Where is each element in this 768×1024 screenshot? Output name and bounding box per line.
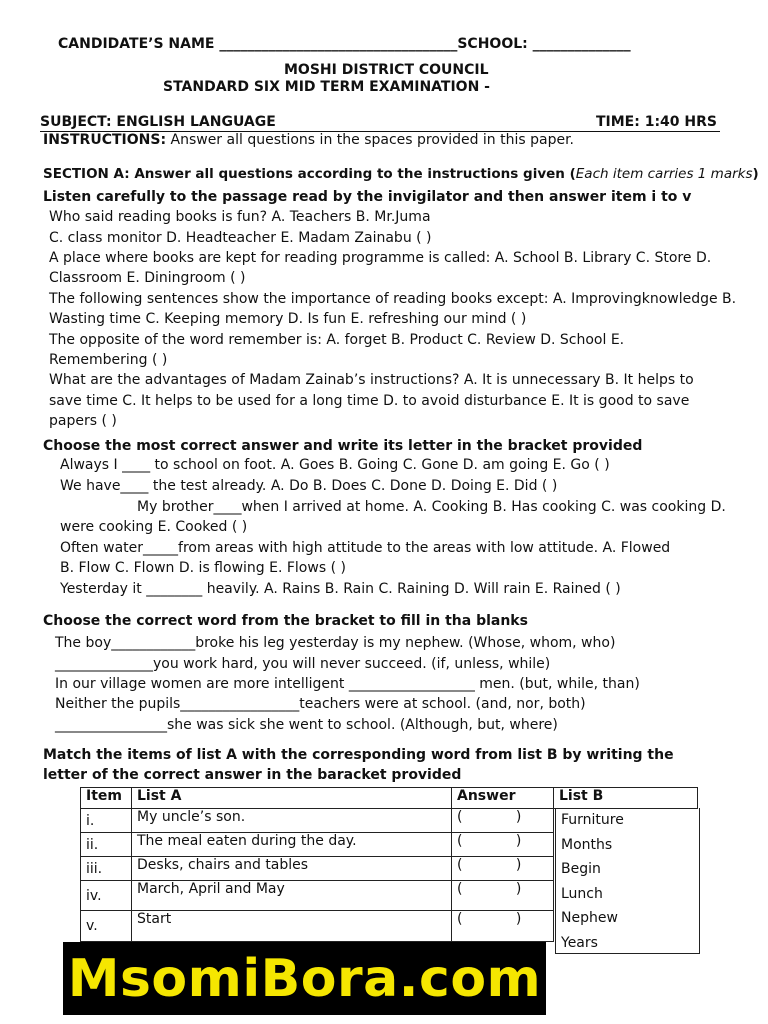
list-b-item: Nephew <box>561 910 618 926</box>
council-title: MOSHI DISTRICT COUNCIL <box>284 62 489 78</box>
row-list-a: Start <box>132 911 452 942</box>
instructions <box>43 132 574 148</box>
part1-item-5a: What are the advantages of Madam Zainab’s instructions? A. It is unnecessary B. It helps to <box>49 372 694 388</box>
row-list-a: My uncle’s son. <box>132 809 452 833</box>
part2-item-1: Always I ____ to school on foot. A. Goes B. Going C. Gone D. am going E. Go ( ) <box>60 457 610 473</box>
section-a-title <box>43 166 759 182</box>
part1-item-1a: Who said reading books is fun? A. Teachers B. Mr.Juma <box>49 209 431 225</box>
part2-heading: Choose the most correct answer and write its letter in the bracket provided <box>43 438 643 454</box>
row-item-number: iii. <box>81 857 132 881</box>
list-b-column <box>555 808 700 954</box>
part3-item-2: ______________you work hard, you will never succeed. (if, unless, while) <box>55 656 551 672</box>
part3-item-1: The boy____________broke his leg yesterday is my nephew. (Whose, whom, who) <box>55 635 616 651</box>
time-label: TIME: 1:40 HRS <box>595 114 717 130</box>
part3-heading: Choose the correct word from the bracket to fill in tha blanks <box>43 613 528 629</box>
list-b-item: Begin <box>561 861 601 877</box>
row-item-number: i. <box>81 809 132 833</box>
part2-item-3a: My brother____when I arrived at home. A. Cooking B. Has cooking C. was cooking D. <box>137 499 726 515</box>
list-b-item: Months <box>561 836 613 853</box>
column-header-answer: Answer <box>452 788 554 809</box>
part1-item-4b: Remembering ( ) <box>49 352 168 368</box>
part1-item-5c: papers ( ) <box>49 413 117 429</box>
part2-item-3b: were cooking E. Cooked ( ) <box>60 519 248 535</box>
part3-item-5: ________________she was sick she went to school. (Although, but, where) <box>55 717 558 733</box>
row-item-number: ii. <box>81 833 132 857</box>
candidate-name-line <box>58 36 631 52</box>
part2-item-4b: B. Flow C. Flown D. is flowing E. Flows ( ) <box>60 560 346 576</box>
part1-item-1b: C. class monitor D. Headteacher E. Madam Zainabu ( ) <box>49 230 432 246</box>
row-list-a: The meal eaten during the day. <box>132 833 452 857</box>
instructions-text: Answer all questions in the spaces provided in this paper. <box>170 132 575 148</box>
exam-title: STANDARD SIX MID TERM EXAMINATION - <box>163 79 490 95</box>
subject-label: SUBJECT: ENGLISH LANGUAGE <box>40 114 276 130</box>
row-answer-bracket[interactable]: ( ) <box>452 833 554 857</box>
part4-heading-2: letter of the correct answer in the baracket provided <box>43 767 462 783</box>
instructions-label: INSTRUCTIONS: <box>43 132 167 148</box>
candidate-name-label: CANDIDATE’S NAME <box>58 36 215 52</box>
part4-heading-1: Match the items of list A with the corresponding word from list B by writing the <box>43 747 674 763</box>
row-answer-bracket[interactable]: ( ) <box>452 857 554 881</box>
section-a-title-italic: Each item carries 1 marks <box>575 166 753 182</box>
candidate-name-blank[interactable]: __________________________________ <box>219 36 458 52</box>
school-blank[interactable]: ______________ <box>532 36 631 52</box>
part2-item-4a: Often water_____from areas with high attitude to the areas with low attitude. A. Flowed <box>60 540 671 556</box>
column-header-list-a: List A <box>132 788 452 809</box>
row-answer-bracket[interactable]: ( ) <box>452 809 554 833</box>
row-list-a: Desks, chairs and tables <box>132 857 452 881</box>
school-label: SCHOOL: <box>457 36 528 52</box>
list-b-item: Lunch <box>561 885 603 902</box>
row-list-a: March, April and May <box>132 881 452 911</box>
part1-item-5b: save time C. It helps to be used for a long time D. to avoid disturbance E. It is good to save <box>49 393 690 409</box>
row-answer-bracket[interactable]: ( ) <box>452 911 554 942</box>
list-b-item: Years <box>561 934 598 951</box>
part1-item-2b: Classroom E. Diningroom ( ) <box>49 270 246 286</box>
part1-heading: Listen carefully to the passage read by the invigilator and then answer item i to v <box>43 189 692 205</box>
subject-line <box>40 114 720 132</box>
column-header-item: Item <box>81 788 132 809</box>
part3-item-3: In our village women are more intelligent __________________ men. (but, while, than) <box>55 676 640 692</box>
part2-item-5: Yesterday it ________ heavily. A. Rains B. Rain C. Raining D. Will rain E. Rained ( ) <box>60 581 621 597</box>
row-item-number: v. <box>81 911 132 942</box>
watermark-text: MsomiBora.com <box>67 948 542 1009</box>
row-item-number: iv. <box>81 881 132 911</box>
part2-item-2: We have____ the test already. A. Do B. Does C. Done D. Doing E. Did ( ) <box>60 478 558 494</box>
section-a-title-end: ) <box>752 166 759 182</box>
part1-item-4a: The opposite of the word remember is: A. forget B. Product C. Review D. School E. <box>49 332 625 348</box>
list-b-item: Furniture <box>561 812 624 828</box>
section-a-title-bold: SECTION A: Answer all questions according to the instructions given ( <box>43 166 576 182</box>
part1-item-3a: The following sentences show the importance of reading books except: A. Improvingknowledge B. <box>49 291 737 307</box>
part3-item-4: Neither the pupils_________________teachers were at school. (and, nor, both) <box>55 696 586 712</box>
msomibora-watermark-logo <box>63 942 546 1015</box>
column-header-list-b: List B <box>554 788 698 809</box>
row-answer-bracket[interactable]: ( ) <box>452 881 554 911</box>
part1-item-2a: A place where books are kept for reading programme is called: A. School B. Library C. Store D. <box>49 250 712 266</box>
table-header-row <box>81 788 698 809</box>
part1-item-3b: Wasting time C. Keeping memory D. Is fun E. refreshing our mind ( ) <box>49 311 527 327</box>
